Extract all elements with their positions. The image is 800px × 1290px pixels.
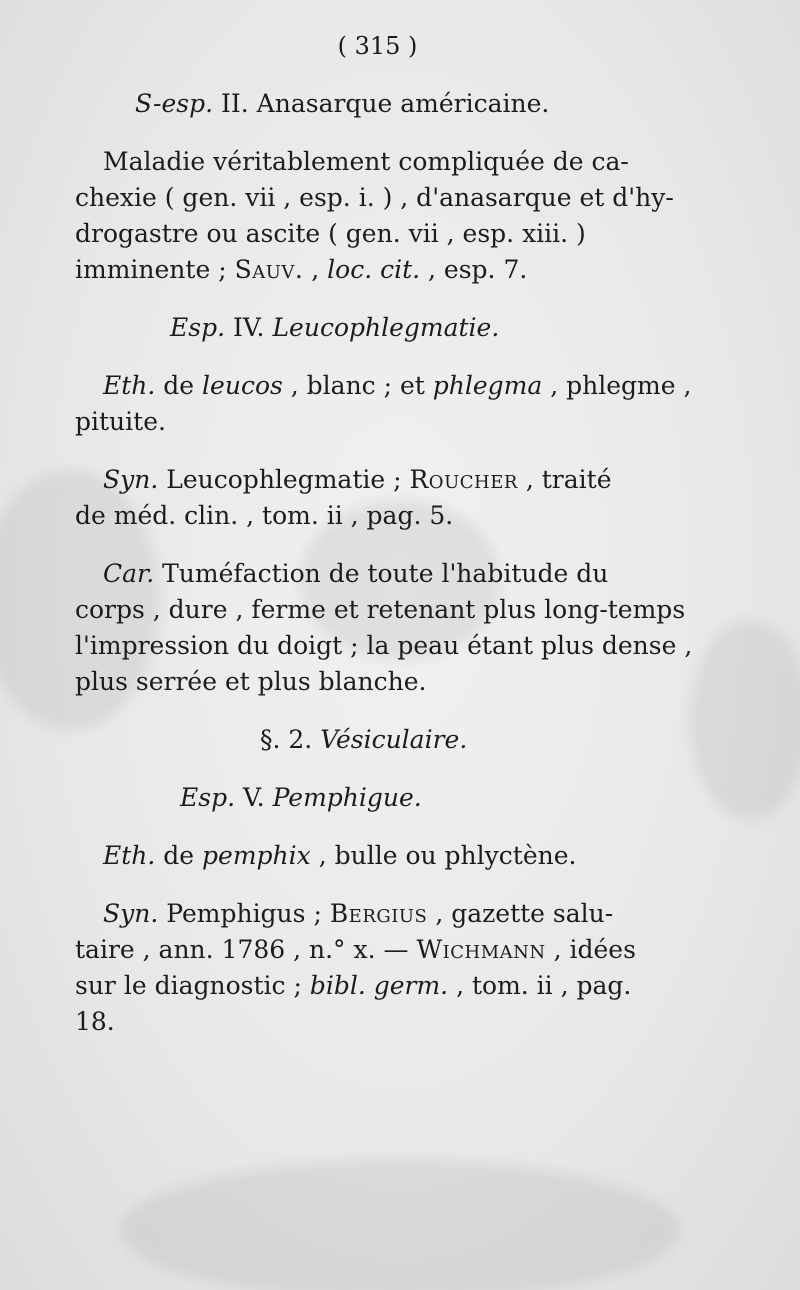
etymology-leucophlegmatie: Eth. de leucos , blanc ; et phlegma , phlegme , pituite. [75,371,692,436]
paragraph-maladie: Maladie véritablement compliquée de ca- chexie ( gen. vii , esp. i. ) , d'anasarque et d'hy- drogastre ou ascite ( gen. vii , esp. xiii. ) imminente ; Sauv. , loc. cit. , esp. 7. [75,147,674,284]
water-stain [120,1160,680,1290]
water-stain [690,620,800,820]
etymology-pemphigue: Eth. de pemphix , bulle ou phlyctène. [103,841,577,870]
section-2-heading: §. 2. Vésiculaire. [260,725,468,754]
page-number: ( 315 ) [337,32,418,60]
page-text [75,28,693,1040]
synonym-leucophlegmatie: Syn. Leucophlegmatie ; Roucher , traité de méd. clin. , tom. ii , pag. 5. [75,465,612,530]
species-v-heading: Esp. V. Pemphigue. [180,783,422,812]
subspecies-heading: S-esp. II. Anasarque américaine. [135,89,550,118]
species-iv-heading: Esp. IV. Leucophlegmatie. [170,313,500,342]
synonym-pemphigue: Syn. Pemphigus ; Bergius , gazette salu- taire , ann. 1786 , n.° x. — Wichmann , idées sur le diagnostic ; bibl. germ. , tom. ii , pag. 18. [75,899,636,1036]
characters-leucophlegmatie: Car. Tuméfaction de toute l'habitude du corps , dure , ferme et retenant plus long-temps l'impression du doigt ; la peau étant plus dense , plus serrée et plus blanche. [75,559,693,696]
